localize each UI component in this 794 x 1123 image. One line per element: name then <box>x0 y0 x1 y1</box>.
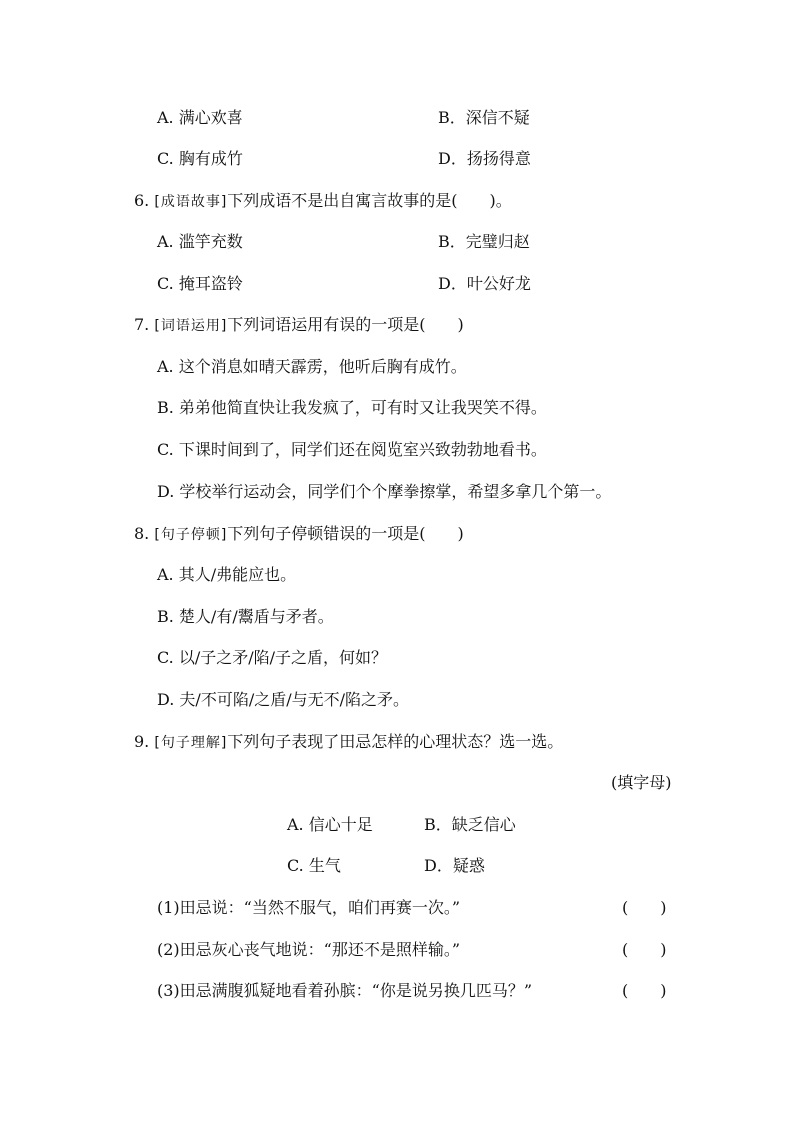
q9-item-3: (3)田忌满腹狐疑地看着孙膑：“你是说另换几匹马？” <box>157 981 533 1000</box>
q9-choice-c: C. 生气 <box>287 856 341 875</box>
q5-option-a: A. 满心欢喜 <box>157 108 243 127</box>
q7-option-d: D. 学校举行运动会，同学们个个摩拳擦掌，希望多拿几个第一。 <box>157 482 612 501</box>
q8-option-c: C. 以/子之矛/陷/子之盾，何如？ <box>157 648 388 667</box>
q5-option-c: C. 胸有成竹 <box>157 149 243 168</box>
q6-option-c: C. 掩耳盗铃 <box>157 274 243 293</box>
q6-option-a: A. 滥竽充数 <box>157 232 243 251</box>
q9-item-2: (2)田忌灰心丧气地说：“那还不是照样输。” <box>157 940 461 959</box>
q7-stem <box>134 314 464 337</box>
q8-text: 下列句子停顿错误的一项是( ) <box>227 524 464 543</box>
q9-item-1: (1)田忌说：“当然不服气，咱们再赛一次。” <box>157 898 461 917</box>
q9-choice-a: A. 信心十足 <box>287 815 373 834</box>
q7-tag: [词语运用] <box>154 318 228 334</box>
q8-tag: [句子停顿] <box>154 527 228 543</box>
q5-option-d: D．扬扬得意 <box>438 149 531 168</box>
q6-tag: [成语故事] <box>154 194 228 210</box>
q6-option-d: D．叶公好龙 <box>438 274 531 293</box>
q7-number: 7. <box>134 315 155 334</box>
q9-item-2-answer-blank[interactable]: ( ) <box>622 940 667 959</box>
q9-stem <box>134 731 563 754</box>
q7-option-a: A. 这个消息如晴天霹雳，他听后胸有成竹。 <box>157 357 467 376</box>
q9-text: 下列句子表现了田忌怎样的心理状态？选一选。 <box>227 732 564 751</box>
q9-note: (填字母) <box>611 773 672 792</box>
q7-option-b: B. 弟弟他简直快让我发疯了，可有时又让我哭笑不得。 <box>157 398 547 417</box>
q5-option-b: B．深信不疑 <box>438 108 530 127</box>
q8-option-a: A. 其人/弗能应也。 <box>157 565 297 584</box>
q8-option-d: D. 夫/不可陷/之盾/与无不/陷之矛。 <box>157 690 409 709</box>
q8-stem <box>134 523 464 546</box>
q9-number: 9. <box>134 732 155 751</box>
q8-option-b: B. 楚人/有/鬻盾与矛者。 <box>157 607 334 626</box>
q9-tag: [句子理解] <box>154 735 228 751</box>
q7-option-c: C. 下课时间到了，同学们还在阅览室兴致勃勃地看书。 <box>157 440 547 459</box>
q6-option-b: B．完璧归赵 <box>438 232 530 251</box>
q9-choice-d: D．疑惑 <box>424 856 485 875</box>
q9-item-1-answer-blank[interactable]: ( ) <box>622 898 667 917</box>
q6-text: 下列成语不是出自寓言故事的是( )。 <box>227 191 512 210</box>
q7-text: 下列词语运用有误的一项是( ) <box>227 315 464 334</box>
q9-choice-b: B．缺乏信心 <box>424 815 516 834</box>
q6-number: 6. <box>134 191 155 210</box>
q6-stem <box>134 190 512 213</box>
q8-number: 8. <box>134 524 155 543</box>
q9-item-3-answer-blank[interactable]: ( ) <box>622 981 667 1000</box>
